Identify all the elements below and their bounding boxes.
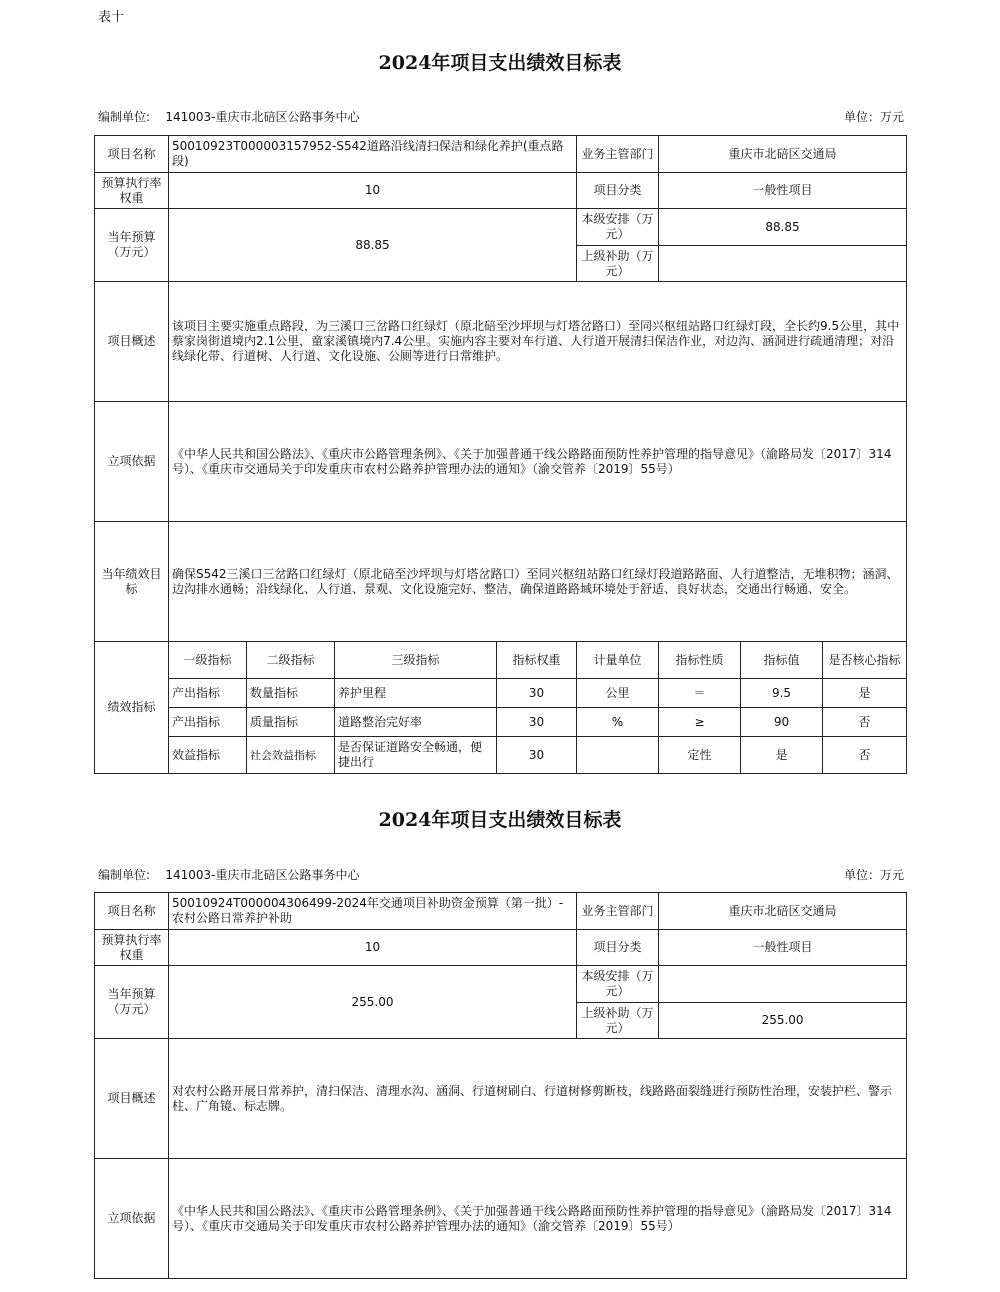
perf-label: 绩效指标 bbox=[95, 642, 169, 774]
local-label: 本级安排（万元） bbox=[577, 966, 659, 1003]
perf-header: 指标性质 bbox=[659, 642, 741, 679]
table-cell: 效益指标 bbox=[169, 737, 247, 774]
dept-label: 业务主管部门 bbox=[577, 893, 659, 930]
overview-label: 项目概述 bbox=[95, 282, 169, 402]
budget-label: 当年预算（万元） bbox=[95, 966, 169, 1039]
page-title: 2024年项目支出绩效目标表 bbox=[378, 809, 622, 831]
project-name-value: 50010924T000004306499-2024年交通项目补助资金预算（第一批）-农村公路日常养护补助 bbox=[169, 893, 577, 930]
local-value bbox=[659, 966, 907, 1003]
table-cell: 否 bbox=[823, 737, 907, 774]
table-cell: 9.5 bbox=[741, 679, 823, 708]
basis-label: 立项依据 bbox=[95, 402, 169, 522]
table-cell: ≥ bbox=[659, 708, 741, 737]
category-value: 一般性项目 bbox=[659, 173, 907, 209]
category-label: 项目分类 bbox=[577, 930, 659, 966]
basis-label: 立项依据 bbox=[95, 1159, 169, 1279]
overview-text: 对农村公路开展日常养护，清扫保洁、清理水沟、涵洞、行道树刷白、行道树修剪断枝，线路路面裂缝进行预防性治理，安装护栏、警示柱、广角镜、标志牌。 bbox=[169, 1039, 907, 1159]
weight-label: 预算执行率权重 bbox=[95, 173, 169, 209]
local-value: 88.85 bbox=[659, 209, 907, 246]
org-value: 141003-重庆市北碚区公路事务中心 bbox=[165, 868, 360, 882]
upper-value bbox=[659, 246, 907, 282]
upper-label: 上级补助（万元） bbox=[577, 246, 659, 282]
table-row bbox=[95, 737, 907, 774]
org-label: 编制单位: bbox=[98, 110, 151, 124]
table-cell: 是否保证道路安全畅通，便捷出行 bbox=[335, 737, 497, 774]
unit-label: 单位：万元 bbox=[843, 110, 904, 124]
page-title: 2024年项目支出绩效目标表 bbox=[378, 52, 622, 74]
table-cell: 道路整治完好率 bbox=[335, 708, 497, 737]
dept-value: 重庆市北碚区交通局 bbox=[659, 893, 907, 930]
org-line bbox=[98, 108, 906, 125]
category-label: 项目分类 bbox=[577, 173, 659, 209]
table-cell: 30 bbox=[497, 737, 577, 774]
perf-header: 指标值 bbox=[741, 642, 823, 679]
project-name-label: 项目名称 bbox=[95, 136, 169, 173]
table-row bbox=[95, 679, 907, 708]
table-cell bbox=[577, 737, 659, 774]
table-cell: 公里 bbox=[577, 679, 659, 708]
overview-label: 项目概述 bbox=[95, 1039, 169, 1159]
local-label: 本级安排（万元） bbox=[577, 209, 659, 246]
org-label: 编制单位: bbox=[98, 868, 151, 882]
project-name-value: 50010923T000003157952-S542道路沿线清扫保洁和绿化养护(重点路段) bbox=[169, 136, 577, 173]
goal-text: 确保S542三溪口三岔路口红绿灯（原北碚至沙坪坝与灯塔岔路口）至同兴枢纽站路口红绿灯段道路路面、人行道整洁，无堆积物；涵洞、边沟排水通畅；沿线绿化、人行道、景观、文化设施完好、整洁，确保道路路域环境处于舒适、良好状态，交通出行畅通、安全。 bbox=[169, 522, 907, 642]
budget-value: 88.85 bbox=[169, 209, 577, 282]
org-value: 141003-重庆市北碚区公路事务中心 bbox=[165, 110, 360, 124]
performance-table-2 bbox=[94, 892, 907, 1279]
upper-value: 255.00 bbox=[659, 1003, 907, 1039]
perf-header: 是否核心指标 bbox=[823, 642, 907, 679]
table-cell: 是 bbox=[741, 737, 823, 774]
perf-header: 一级指标 bbox=[169, 642, 247, 679]
goal-label: 当年绩效目标 bbox=[95, 522, 169, 642]
table-cell: 90 bbox=[741, 708, 823, 737]
budget-label: 当年预算（万元） bbox=[95, 209, 169, 282]
table-cell: 定性 bbox=[659, 737, 741, 774]
perf-header: 指标权重 bbox=[497, 642, 577, 679]
org-line bbox=[98, 866, 906, 883]
weight-value: 10 bbox=[169, 930, 577, 966]
corner-label: 表十 bbox=[98, 10, 125, 25]
table-cell: 是 bbox=[823, 679, 907, 708]
category-value: 一般性项目 bbox=[659, 930, 907, 966]
dept-label: 业务主管部门 bbox=[577, 136, 659, 173]
weight-label: 预算执行率权重 bbox=[95, 930, 169, 966]
table-cell: 产出指标 bbox=[169, 708, 247, 737]
weight-value: 10 bbox=[169, 173, 577, 209]
table-cell: ＝ bbox=[659, 679, 741, 708]
basis-text: 《中华人民共和国公路法》、《重庆市公路管理条例》、《关于加强普通干线公路路面预防性养护管理的指导意见》（渝路局发〔2017〕314号）、《重庆市交通局关于印发重庆市农村公路养护管理办法的通知》（渝交管养〔2019〕55号） bbox=[169, 1159, 907, 1279]
overview-text: 该项目主要实施重点路段，为三溪口三岔路口红绿灯（原北碚至沙坪坝与灯塔岔路口）至同兴枢纽站路口红绿灯段，全长约9.5公里，其中蔡家岗街道境内2.1公里，童家溪镇境内7.4公里。实施内容主要对车行道、人行道开展清扫保洁作业，对边沟、涵洞进行疏通清理；对沿线绿化带、行道树、人行道、文化设施、公厕等进行日常维护。 bbox=[169, 282, 907, 402]
table-cell: 否 bbox=[823, 708, 907, 737]
unit-label: 单位：万元 bbox=[843, 868, 904, 882]
table-cell: 质量指标 bbox=[247, 708, 335, 737]
budget-value: 255.00 bbox=[169, 966, 577, 1039]
project-name-label: 项目名称 bbox=[95, 893, 169, 930]
table-cell: 数量指标 bbox=[247, 679, 335, 708]
table-cell: 产出指标 bbox=[169, 679, 247, 708]
upper-label: 上级补助（万元） bbox=[577, 1003, 659, 1039]
perf-header: 计量单位 bbox=[577, 642, 659, 679]
table-row bbox=[95, 708, 907, 737]
basis-text: 《中华人民共和国公路法》、《重庆市公路管理条例》、《关于加强普通干线公路路面预防性养护管理的指导意见》（渝路局发〔2017〕314号）、《重庆市交通局关于印发重庆市农村公路养护管理办法的通知》（渝交管养〔2019〕55号） bbox=[169, 402, 907, 522]
perf-header: 三级指标 bbox=[335, 642, 497, 679]
dept-value: 重庆市北碚区交通局 bbox=[659, 136, 907, 173]
performance-table-1 bbox=[94, 135, 907, 774]
perf-header: 二级指标 bbox=[247, 642, 335, 679]
table-cell: 30 bbox=[497, 708, 577, 737]
table-cell: 养护里程 bbox=[335, 679, 497, 708]
table-cell: 社会效益指标 bbox=[247, 737, 335, 774]
table-cell: % bbox=[577, 708, 659, 737]
table-cell: 30 bbox=[497, 679, 577, 708]
